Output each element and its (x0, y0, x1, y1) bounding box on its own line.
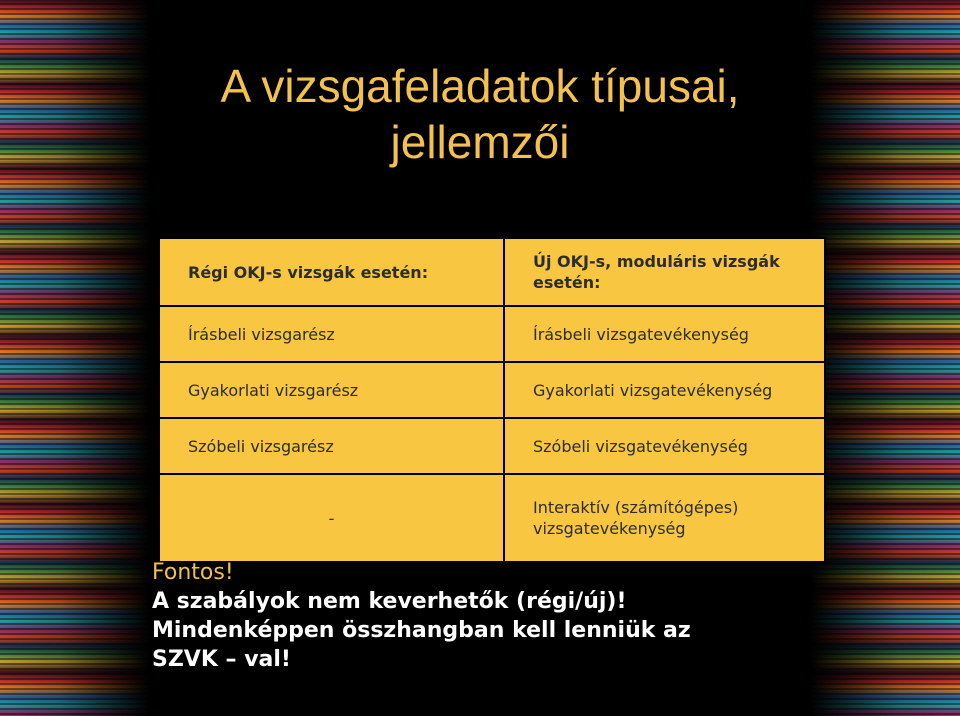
header-new-exams: Új OKJ-s, moduláris vizsgák esetén: (504, 238, 825, 306)
note-line-3: SZVK – val! (152, 647, 291, 672)
cell-new: Szóbeli vizsgatevékenység (504, 418, 825, 474)
cell-new: Gyakorlati vizsgatevékenység (504, 362, 825, 418)
table-row (159, 362, 825, 418)
note-line-2: Mindenképpen összhangban kell lenniük az (152, 618, 691, 643)
cell-new: Interaktív (számítógépes) vizsgatevékenység (504, 474, 825, 562)
slide-title-line-2: jellemzői (390, 116, 570, 168)
cell-old: Írásbeli vizsgarész (159, 306, 504, 362)
note-line-1: A szabályok nem keverhetők (régi/új)! (152, 589, 627, 614)
slide-title-line-1: A vizsgafeladatok típusai, (220, 60, 740, 112)
cell-new: Írásbeli vizsgatevékenység (504, 306, 825, 362)
header-old-exams: Régi OKJ-s vizsgák esetén: (159, 238, 504, 306)
table-row (159, 306, 825, 362)
note-label: Fontos! (152, 560, 234, 585)
table-header-row (159, 238, 825, 306)
table-row (159, 474, 825, 562)
table-row (159, 418, 825, 474)
comparison-table (158, 237, 826, 563)
cell-old: Gyakorlati vizsgarész (159, 362, 504, 418)
cell-old-dash: - (159, 474, 504, 562)
cell-old: Szóbeli vizsgarész (159, 418, 504, 474)
slide-title (150, 58, 810, 170)
important-note (152, 558, 691, 674)
